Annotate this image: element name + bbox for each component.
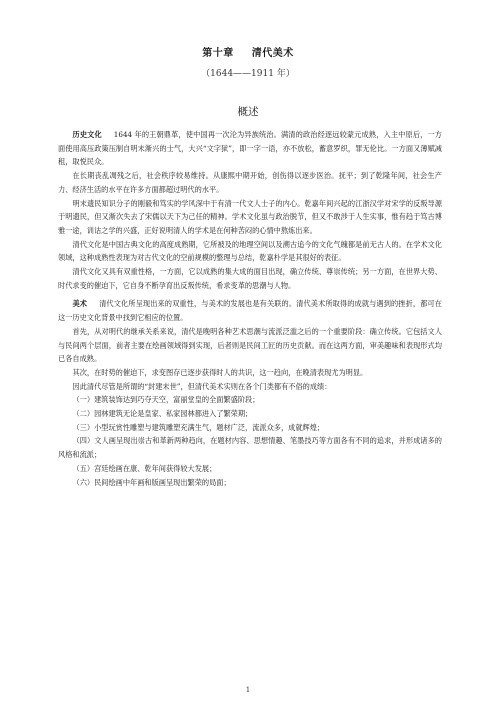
chapter-number: 第十章 (202, 48, 234, 59)
paragraph-text: 清代文化是中国古典文化的高度成熟期，它所被及的地理空间以及溯古追今的文化气魄都是前无古人的。在学术文化领域，这种成熟性表现为对古代文化的空前规模的整理与总结，乾嘉朴学是其很好的表征。 (58, 239, 442, 263)
paragraph-text: （四）文人画呈现出崇古和革新两种趋向，在题材内容、思想情趣、笔墨技巧等方面各有不同的追求，并形成诸多的风格和流派； (58, 436, 442, 460)
paragraph-text: （二）园林建筑无论是皇家、私家园林都进入了繁荣期； (72, 409, 253, 419)
paragraph-text: 1644 年的王朝鼎革，使中国再一次沦为异族统治。满清的政治经逐远较蒙元成熟，入主中原后，一方面使用高压政策压制自明末渐兴的士气，大兴“文字狱”，即一字一语，亦不放松，蓄意罗织，罪无伦比。一方面又薄赋减租，取悦民众。 (58, 130, 442, 167)
body-text (58, 128, 442, 489)
paragraph-text: 其次，在时势的催迫下，求变图存已逐步获得时人的共识，这一趋向，在晚清表现尤为明显。 (72, 367, 368, 377)
page-number: 1 (245, 686, 251, 694)
paragraph (58, 197, 442, 238)
list-item (58, 476, 442, 490)
list-item (58, 462, 442, 476)
paragraph-text: 首先，从对明代的继承关系来说，清代是晚明各种艺术思潮与流派泛滥之后的一个重要阶段：确立传统。它包括文人与民间两个层面，前者主要在绘画领域得到实现，后者则是民间工匠的历史贡献。而在这两方面，审美趣味和表现形式均已各自成熟。 (58, 326, 442, 364)
paragraph-text: 在长期丧乱凋残之后，社会秩序较易维持。从康熙中期开始，创伤得以逐步医治。抚平；到了乾隆年间，社会生产力、经济生活的水平在许多方面都超过明代的水平。 (58, 171, 442, 194)
list-item (58, 407, 442, 421)
chapter-period: （1644——1911 年） (201, 69, 295, 79)
list-item (58, 393, 442, 407)
paragraph-text: （五）宫廷绘画在康、乾年间获得较大发展； (72, 463, 217, 473)
list-item (58, 421, 442, 435)
paragraph (58, 380, 442, 394)
paragraph (58, 238, 442, 265)
paragraph (58, 297, 442, 324)
paragraph (58, 325, 442, 366)
paragraph-text: 清代文化又具有双重性格，一方面，它以成熟的集大成的面目出现，确立传统、尊崇传统；另一方面，在世界大势、时代求变的催迫下，它自身不断孕育出反叛传统，希求变革的思潮与人物。 (58, 267, 442, 290)
paragraph-lead: 美术 (72, 299, 88, 309)
paragraph-lead: 历史文化 (72, 130, 102, 139)
paragraph (58, 128, 442, 169)
paragraph (58, 265, 442, 292)
paragraph-text: 明末遗民知识分子的刚毅和笃实的学风深中于有清一代文人士子的内心。乾嘉年间兴起的江浙汉学对宋学的反叛导源于明遗民，但又渐次失去了宋儒以天下为己任的精神。学术文化虽与政治脱节，但又不敢涉于人生实事，惟有趋于笃古博雅一途，训诂之学的兴盛，正好说明清人的学术是在何种苦闷的心情中熬炼出来。 (58, 198, 442, 235)
paragraph-text: （三）小型玩赏性雕塑与建筑雕塑充满生气，题材广泛，流派众多，成就辉煌； (72, 422, 325, 432)
section-title: 概述 (237, 106, 259, 118)
paragraph-text: 因此清代尽管是所谓的“封建末世”，但清代美术实则在各个门类都有不俗的成绩： (72, 381, 332, 391)
list-item (58, 434, 442, 461)
paragraph-text: （一）建筑装饰达到巧夺天空，富丽堂皇的全面繁盛阶段； (72, 395, 260, 405)
chapter-heading (0, 44, 496, 59)
paragraph-text: （六）民间绘画中年画和版画呈现出繁荣的局面； (72, 477, 231, 487)
paragraph (58, 366, 442, 380)
paragraph-text: 清代文化所呈现出来的双重性，与美术的发展也是有关联的。清代美术所取得的成就与遇到的挫折，都可在这一历史文化背景中找到它相应的位置。 (58, 299, 442, 323)
chapter-title: 清代美术 (251, 48, 294, 59)
paragraph (58, 169, 442, 196)
